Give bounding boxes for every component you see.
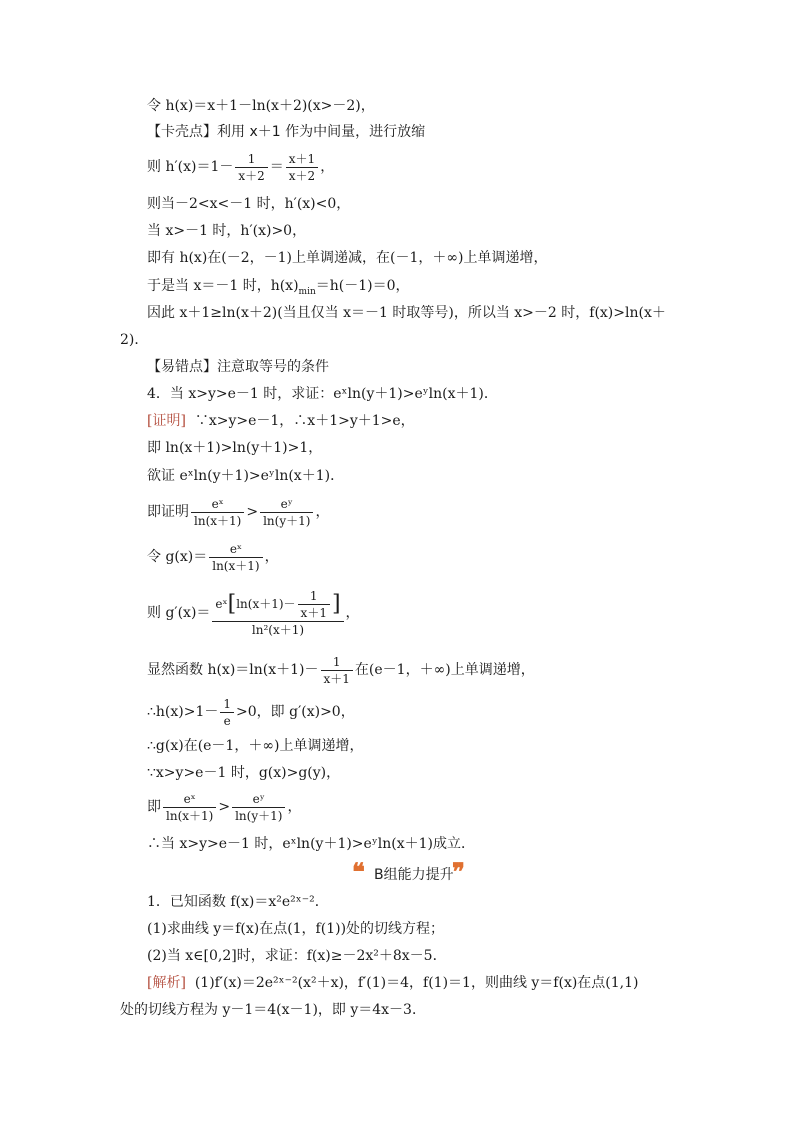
line-13: 即 ln(x＋1)>ln(y＋1)>1，	[147, 440, 323, 456]
line-14: 欲证 eˣln(y＋1)>eʸln(x＋1)．	[147, 468, 345, 484]
line-8: 因此 x＋1≥ln(x＋2)(当且仅当 x＝－1 时取等号)，所以当 x>－2 时，f(x)>ln(x＋	[147, 305, 666, 321]
line-15: 即证明 $\frac{\text{eˣ}}{\ln(x+1)}$ > $\frac{\text{eʸ}}{\ln(y+1)}$ ，	[147, 496, 330, 528]
section-title: B组能力提升	[374, 867, 454, 883]
fraction: $\frac{\text{eˣ}}{\ln(x+1)}$	[191, 496, 244, 529]
problem-1: 1．已知函数 f(x)＝x²e²ˣ⁻²．	[147, 894, 329, 910]
line-21: ∵x>y>e－1 时，g(x)>g(y)，	[147, 765, 341, 781]
line-9: 2)．	[120, 332, 149, 348]
line-18: 显然函数 h(x)＝ln(x＋1)－ $\frac{1}{x+1}$ 在(e－1，＋∞)上单调递增，	[147, 654, 535, 686]
fraction: $\frac{1}{x+2}$	[235, 151, 267, 184]
line-20: ∴g(x)在(e－1，＋∞)上单调递增，	[147, 738, 364, 754]
solution-start: [解析] (1)f′(x)＝2e²ˣ⁻²(x²＋x)，f′(1)＝4，f(1)＝1，则曲线 y＝f(x)在点(1,1)	[147, 975, 639, 991]
stuck-point-note: 【卡壳点】利用 x＋1 作为中间量，进行放缩	[147, 124, 426, 140]
solution-tag: [解析]	[147, 975, 186, 991]
fraction: $\frac{\text{eʸ}}{\ln(y+1)}$	[260, 496, 313, 529]
solution-line-2: 处的切线方程为 y－1＝4(x－1)，即 y＝4x－3．	[120, 1002, 426, 1018]
line-5: 当 x>－1 时，h′(x)>0，	[147, 223, 307, 239]
section-banner	[352, 857, 472, 886]
close-quote-icon: ❞	[452, 857, 465, 886]
line-22: 即 $\frac{\text{eˣ}}{\ln(x+1)}$ > $\frac{\text{eʸ}}{\ln(y+1)}$ ，	[147, 791, 302, 823]
line-23: ∴当 x>y>e－1 时，eˣln(y＋1)>eʸln(x＋1)成立．	[147, 836, 475, 852]
fraction: $\frac{\text{eˣ}}{\ln(x+1)}$	[209, 541, 262, 574]
line-19: ∴h(x)>1－ $\frac{1}{e}$ >0，即 g′(x)>0，	[147, 696, 355, 728]
line-7: 于是当 x＝－1 时，$h(x)_{min}=h(-1)=0$，	[147, 278, 410, 297]
line-6: 即有 h(x)在(－2，－1)上单调递减，在(－1，＋∞)上单调递增，	[147, 250, 548, 266]
common-error-note: 【易错点】注意取等号的条件	[147, 359, 329, 375]
fraction: $\frac{\text{eʸ}}{\ln(y+1)}$	[232, 791, 285, 824]
proof-tag: [证明]	[147, 413, 186, 429]
problem-1-part-2: (2)当 x∈[0,2]时，求证：f(x)≥－2x²＋8x－5．	[147, 948, 447, 964]
fraction: $\frac{1}{x+1}$	[321, 654, 353, 687]
fraction: $\frac{1}{e}$	[220, 696, 234, 729]
problem-4: 4．当 x>y>e－1 时，求证：eˣln(y＋1)>eʸln(x＋1)．	[147, 386, 498, 402]
proof-start: [证明] ∵x>y>e－1，∴x＋1>y＋1>e，	[147, 413, 415, 429]
line-3: 则 h′(x)＝1－ $\frac{1}{x+2}$ ＝ $\frac{x+1}{x+2}$ ，	[147, 151, 335, 183]
fraction: $\frac{\text{eˣ}}{\ln(x+1)}$	[163, 791, 216, 824]
fraction: eˣ[ln(x＋1)－ $\frac{1}{x+1}$ ] ln²(x＋1)	[212, 588, 343, 638]
line-16: 令 g(x)＝ $\frac{\text{eˣ}}{\ln(x+1)}$ ，	[147, 541, 279, 573]
open-quote-icon: ❝	[352, 857, 365, 886]
line-1: 令 h(x)＝x＋1－ln(x＋2)(x>－2)，	[147, 98, 375, 114]
line-17: 则 g′(x)＝ eˣ[ln(x＋1)－ $\frac{1}{x+1}$ ] ln²(x＋1) ，	[147, 589, 360, 637]
problem-1-part-1: (1)求曲线 y＝f(x)在点(1，f(1))处的切线方程；	[147, 921, 445, 937]
line-4: 则当－2<x<－1 时，h′(x)<0，	[147, 196, 351, 212]
fraction: $\frac{x+1}{x+2}$	[286, 151, 318, 184]
